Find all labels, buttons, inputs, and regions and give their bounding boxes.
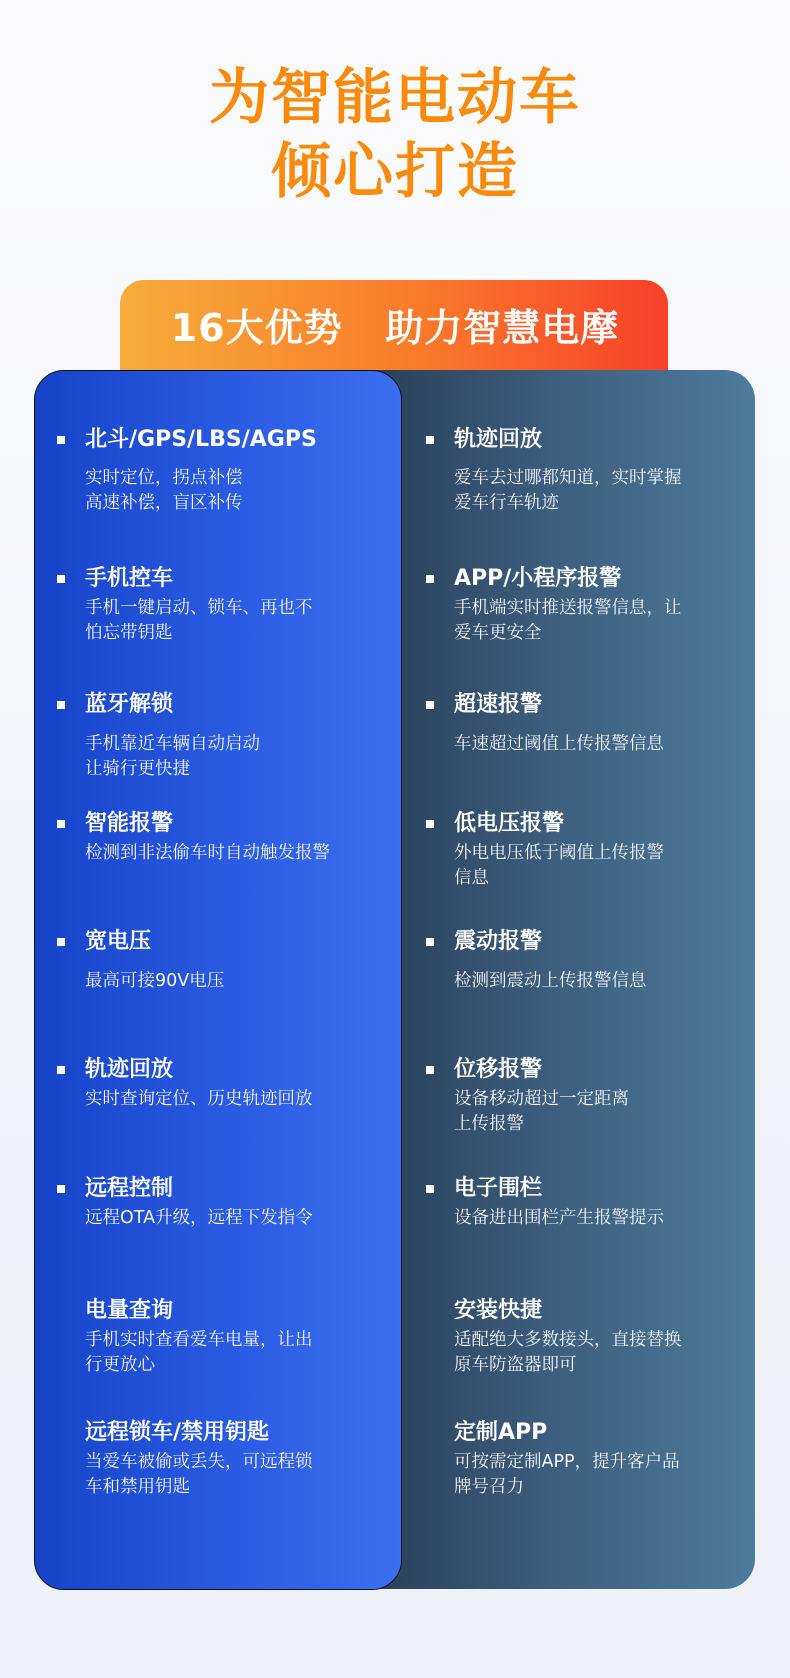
headline-line-1: 为智能电动车 (209, 63, 581, 133)
feature-description: 设备进出围栏产生报警提示 (454, 1208, 664, 1228)
feature-item (85, 1418, 313, 1500)
feature-item (454, 1055, 629, 1137)
feature-description: 手机端实时推送报警信息，让 爱车更安全 (454, 598, 682, 643)
feature-title: 蓝牙解锁 (85, 692, 174, 717)
feature-description: 实时定位，拐点补偿 高速补偿，盲区补传 (85, 468, 243, 513)
feature-item (454, 425, 682, 516)
bullet-icon (426, 436, 434, 444)
feature-item (454, 809, 664, 891)
feature-description: 当爱车被偷或丢失，可远程锁 车和禁用钥匙 (85, 1452, 313, 1497)
feature-item (85, 1055, 313, 1112)
feature-item (454, 1296, 682, 1378)
feature-title: 智能报警 (85, 811, 174, 836)
feature-description: 手机实时查看爱车电量，让出 行更放心 (85, 1330, 313, 1375)
feature-description: 适配绝大多数接头，直接替换 原车防盗器即可 (454, 1330, 682, 1375)
bullet-icon (57, 938, 65, 946)
feature-description: 设备移动超过一定距离 上传报警 (454, 1089, 629, 1134)
feature-item (85, 809, 330, 866)
feature-title: 远程控制 (85, 1176, 174, 1201)
feature-description: 车速超过阈值上传报警信息 (454, 734, 664, 754)
feature-item (454, 564, 682, 646)
bullet-icon (426, 1066, 434, 1074)
feature-title: 宽电压 (85, 929, 152, 954)
feature-item (85, 927, 224, 994)
feature-description: 外电电压低于阈值上传报警 信息 (454, 843, 664, 888)
advantages-banner-text: 16大优势 助力智慧电摩 (170, 306, 620, 350)
feature-description: 手机靠近车辆自动启动 让骑行更快捷 (85, 734, 260, 779)
feature-item (454, 690, 664, 757)
feature-title: 电子围栏 (454, 1176, 543, 1201)
feature-description: 爱车去过哪都知道，实时掌握 爱车行车轨迹 (454, 468, 682, 513)
bullet-icon (57, 436, 65, 444)
feature-item (454, 927, 647, 994)
feature-description: 实时查询定位、历史轨迹回放 (85, 1089, 313, 1109)
feature-description: 检测到震动上传报警信息 (454, 971, 647, 991)
feature-title: APP/小程序报警 (454, 566, 622, 591)
feature-item (85, 1174, 313, 1231)
feature-item (85, 564, 313, 646)
bullet-icon (57, 820, 65, 828)
feature-description: 远程OTA升级，远程下发指令 (85, 1208, 313, 1228)
feature-title: 安装快捷 (454, 1298, 543, 1323)
feature-title: 超速报警 (454, 692, 543, 717)
feature-title: 远程锁车/禁用钥匙 (85, 1420, 270, 1445)
feature-item (454, 1174, 664, 1231)
bullet-icon (426, 701, 434, 709)
bullet-icon (57, 575, 65, 583)
feature-description: 可按需定制APP，提升客户品 牌号召力 (454, 1452, 680, 1497)
feature-title: 位移报警 (454, 1057, 543, 1082)
feature-title: 低电压报警 (454, 811, 565, 836)
feature-title: 轨迹回放 (454, 427, 543, 452)
bullet-icon (426, 938, 434, 946)
feature-description: 手机一键启动、锁车、再也不 怕忘带钥匙 (85, 598, 313, 643)
feature-item (454, 1418, 680, 1500)
feature-description: 检测到非法偷车时自动触发报警 (85, 843, 330, 863)
headline-line-2: 倾心打造 (271, 137, 519, 207)
bullet-icon (426, 575, 434, 583)
bullet-icon (426, 820, 434, 828)
bullet-icon (57, 701, 65, 709)
feature-title: 轨迹回放 (85, 1057, 174, 1082)
feature-title: 北斗/GPS/LBS/AGPS (85, 427, 317, 452)
feature-item (85, 425, 317, 516)
bullet-icon (57, 1185, 65, 1193)
bullet-icon (57, 1066, 65, 1074)
feature-description: 最高可接90V电压 (85, 971, 225, 991)
feature-title: 手机控车 (85, 566, 174, 591)
bullet-icon (426, 1185, 434, 1193)
feature-title: 定制APP (454, 1420, 548, 1445)
feature-title: 电量查询 (85, 1298, 174, 1323)
feature-item (85, 1296, 313, 1378)
feature-item (85, 690, 260, 782)
feature-title: 震动报警 (454, 929, 543, 954)
